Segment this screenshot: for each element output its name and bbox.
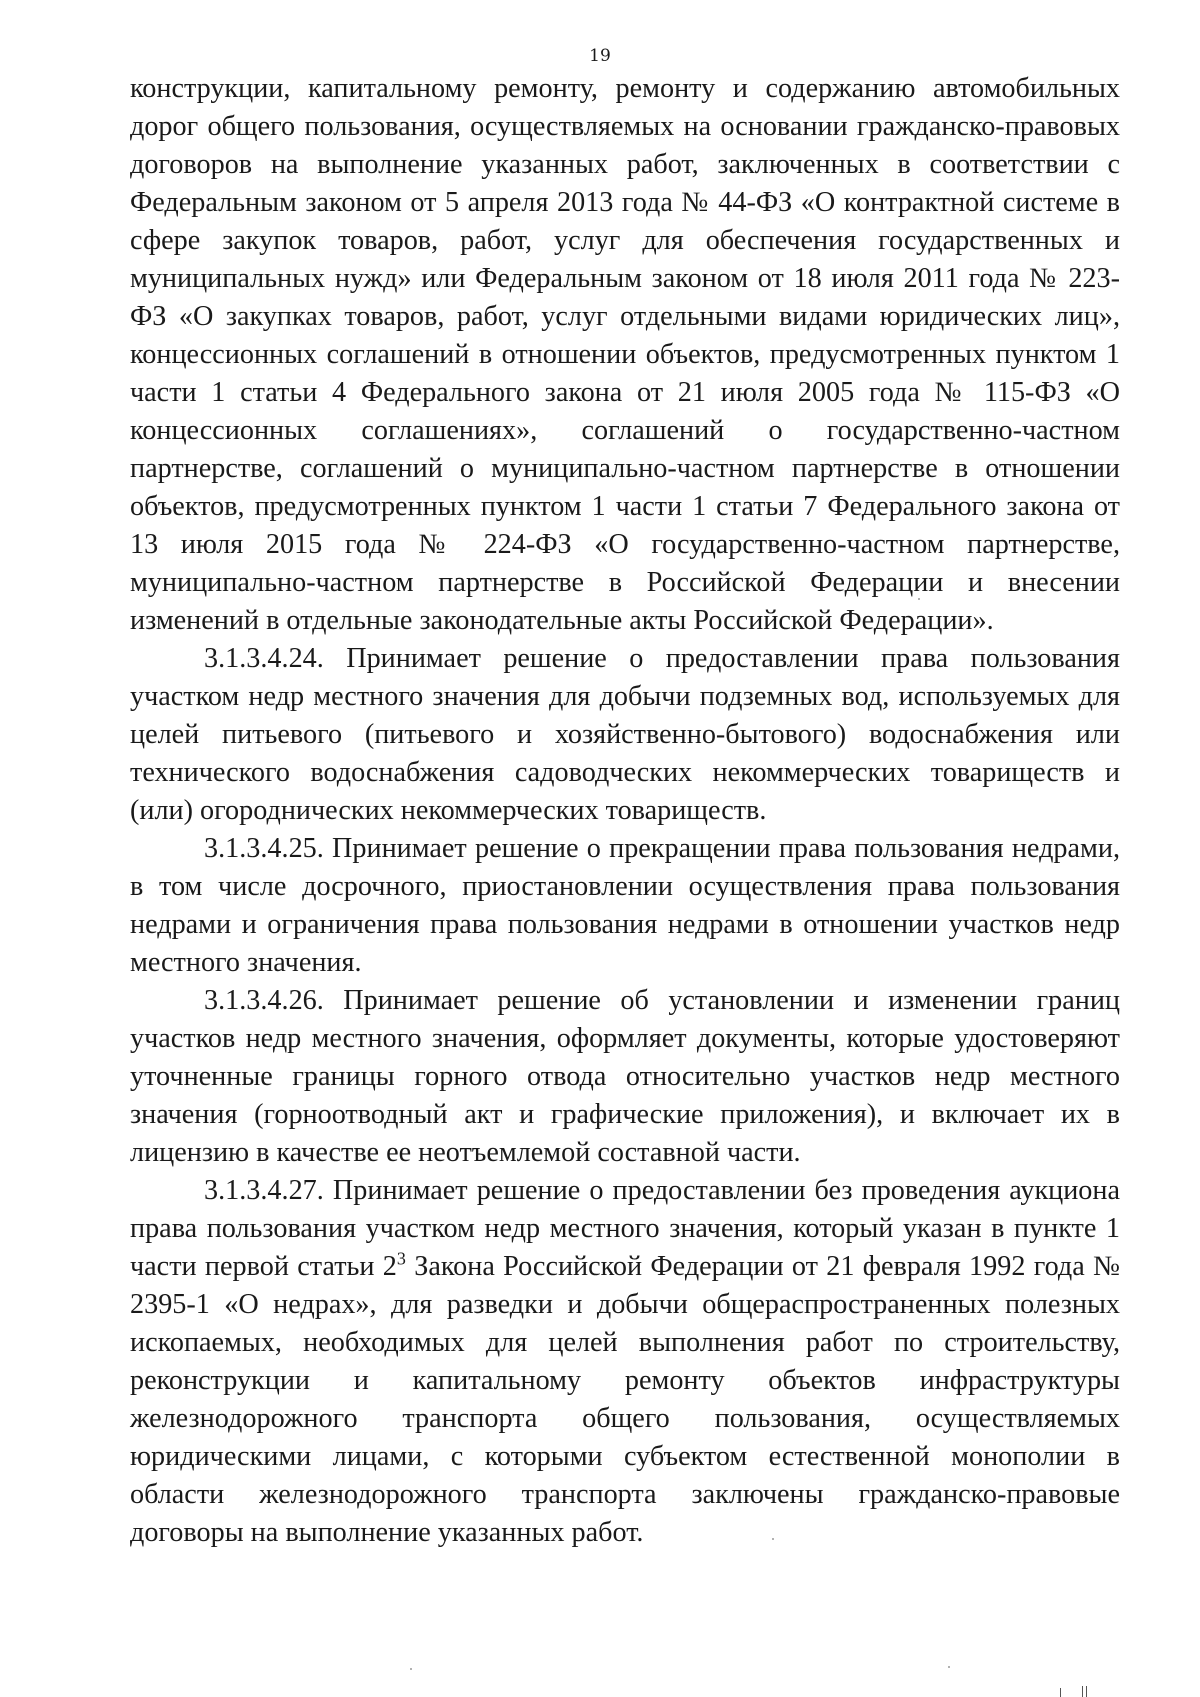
paragraph-3-1-3-4-25: 3.1.3.4.25. Принимает решение о прекращении права пользования недрами, в том числе досрочного, приостановлении осуществления права пользования недрами и ограничения права пользования недрами в отношении участков недр местного значения. <box>130 833 1120 978</box>
paragraph-3-1-3-4-24: 3.1.3.4.24. Принимает решение о предоставлении права пользования участком недр местного значения для добычи подземных вод, используемых для целей питьевого (питьевого и хозяйственно-бытового) водоснабжения или технического водоснабжения садоводческих некоммерческих товариществ и (или) огороднических некоммерческих товариществ. <box>130 643 1120 826</box>
scan-speck <box>772 1538 774 1540</box>
paragraph-3-1-3-4-27-superscript: 3 <box>396 1248 406 1269</box>
document-body <box>130 70 1120 1552</box>
scan-edge-mark <box>1060 1688 1061 1697</box>
paragraph-3-1-3-4-27-text-before: 3.1.3.4.27. Принимает решение о предоставлении без проведения аукциона права пользования участком недр местного значения, который указан в пункте 1 части первой статьи 2 <box>130 1175 1120 1282</box>
paragraph-road-construction-contracts: конструкции, капитальному ремонту, ремонту и содержанию автомобильных дорог общего пользования, осуществляемых на основании гражданско-правовых договоров на выполнение указанных работ, заключенных в соответствии с Федеральным законом от 5 апреля 2013 года № 44-ФЗ «О контрактной системе в сфере закупок товаров, работ, услуг для обеспечения государственных и муниципальных нужд» или Федеральным законом от 18 июля 2011 года № 223-ФЗ «О закупках товаров, работ, услуг отдельными видами юридических лиц», концессионных соглашений в отношении объектов, предусмотренных пунктом 1 части 1 статьи 4 Федерального закона от 21 июля 2005 года № 115-ФЗ «О концессионных соглашениях», соглашений о государственно-частном партнерстве, соглашений о муниципально-частном партнерстве в отношении объектов, предусмотренных пунктом 1 части 1 статьи 7 Федерального закона от 13 июля 2015 года № 224-ФЗ «О государственно-частном партнерстве, муниципально-частном партнерстве в Российской Федерации и внесении изменений в отдельные законодательные акты Российской Федерации». <box>130 73 1120 636</box>
paragraph-3-1-3-4-27 <box>130 1172 1120 1552</box>
scan-edge-mark <box>1086 1686 1087 1697</box>
scan-speck <box>918 598 920 600</box>
scan-speck <box>410 1668 412 1670</box>
page-number: 19 <box>589 46 611 66</box>
paragraph-3-1-3-4-26: 3.1.3.4.26. Принимает решение об установлении и изменении границ участков недр местного значения, оформляет документы, которые удостоверяют уточненные границы горного отвода относительно участков недр местного значения (горноотводный акт и графические приложения), и включает их в лицензию в качестве ее неотъемлемой составной части. <box>130 985 1120 1168</box>
paragraph-3-1-3-4-27-text-after: Закона Российской Федерации от 21 февраля 1992 года № 2395-1 «О недрах», для разведки и добычи общераспространенных полезных ископаемых, необходимых для целей выполнения работ по строительству, реконструкции и капитальному ремонту объектов инфраструктуры железнодорожного транспорта общего пользования, осуществляемых юридическими лицами, с которыми субъектом естественной монополии в области железнодорожного транспорта заключены гражданско-правовые договоры на выполнение указанных работ. <box>130 1251 1120 1548</box>
scan-speck <box>948 1666 950 1668</box>
scan-edge-mark <box>1082 1686 1083 1697</box>
